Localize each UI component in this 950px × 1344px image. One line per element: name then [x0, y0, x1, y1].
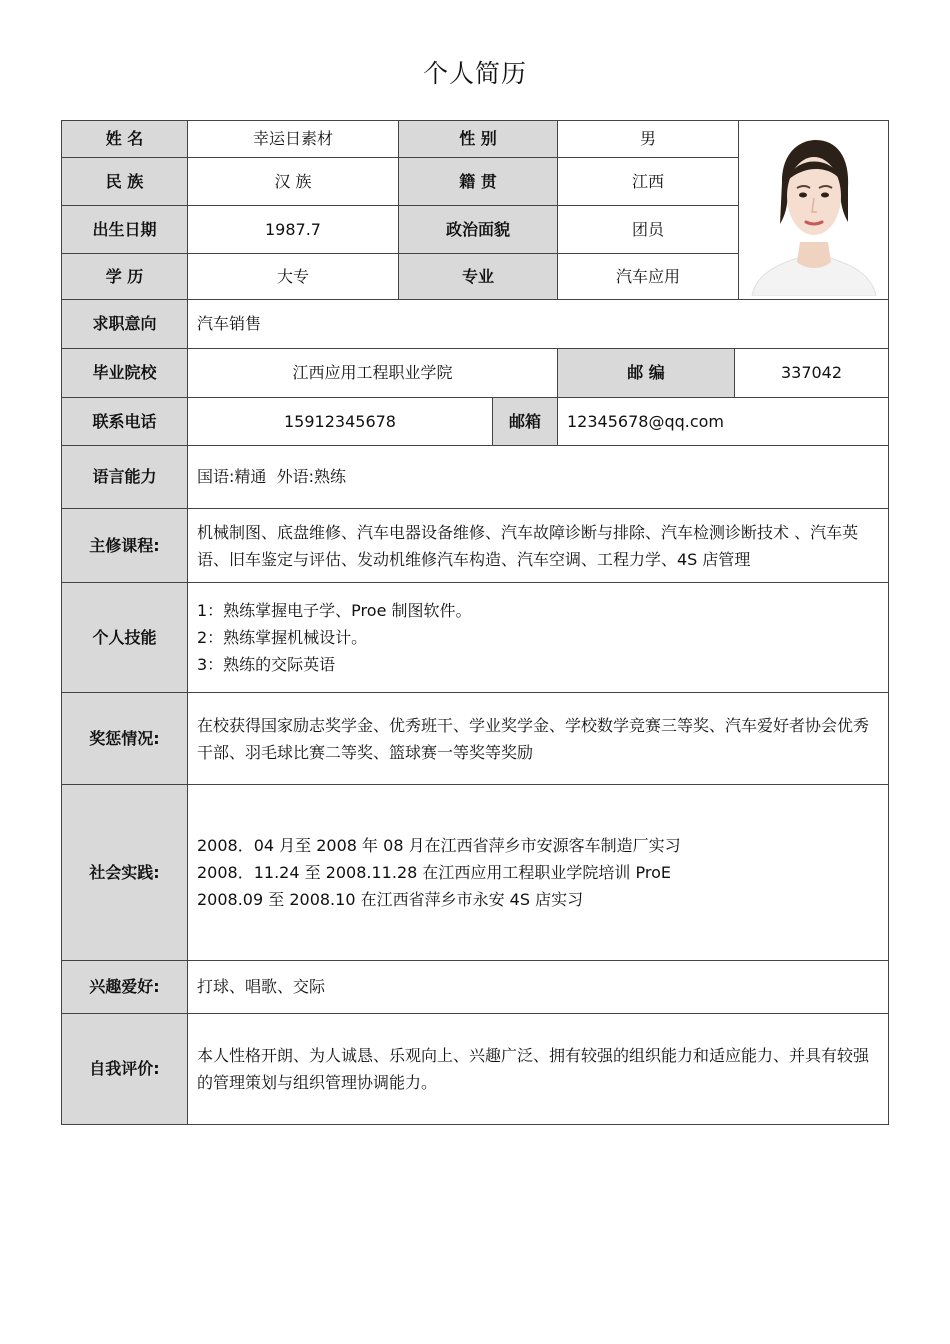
skill-item: 3：熟练的交际英语	[197, 655, 336, 674]
birth-date-label: 出生日期	[61, 206, 188, 254]
school-label: 毕业院校	[61, 349, 188, 398]
name-label: 姓 名	[61, 120, 188, 158]
school-value: 江西应用工程职业学院	[188, 349, 558, 398]
postcode-value: 337042	[735, 349, 889, 398]
skills-label: 个人技能	[61, 583, 188, 693]
awards-cell	[188, 693, 889, 785]
skills-list	[188, 583, 889, 693]
courses-text: 机械制图、底盘维修、汽车电器设备维修、汽车故障诊断与排除、汽车检测诊断技术 、汽车英语、旧车鉴定与评估、发动机维修汽车构造、汽车空调、工程力学、4S 店管理	[197, 522, 859, 569]
awards-text: 在校获得国家励志奖学金、优秀班干、学业奖学金、学校数学竞赛三等奖、汽车爱好者协会优秀干部、羽毛球比赛二等奖、篮球赛一等奖等奖励	[197, 715, 870, 762]
hobby-value: 打球、唱歌、交际	[188, 961, 889, 1014]
phone-value: 15912345678	[188, 398, 493, 446]
major-value: 汽车应用	[558, 254, 739, 300]
name-value: 幸运日素材	[188, 120, 399, 158]
skill-item: 1：熟练掌握电子学、Proe 制图软件。	[197, 601, 472, 620]
email-label: 邮箱	[493, 398, 558, 446]
practice-list	[188, 785, 889, 961]
ethnicity-label: 民 族	[61, 158, 188, 206]
email-value: 12345678@qq.com	[558, 398, 889, 446]
postcode-label: 邮 编	[558, 349, 735, 398]
political-status-value: 团员	[558, 206, 739, 254]
political-status-label: 政治面貌	[399, 206, 558, 254]
native-place-label: 籍 贯	[399, 158, 558, 206]
major-label: 专业	[399, 254, 558, 300]
skill-item: 2：熟练掌握机械设计。	[197, 628, 368, 647]
awards-label: 奖惩情况:	[61, 693, 188, 785]
practice-item: 2008．11.24 至 2008.11.28 在江西应用工程职业学院培训 ProE	[197, 863, 671, 882]
self-evaluation-label: 自我评价:	[61, 1014, 188, 1125]
self-evaluation-cell	[188, 1014, 889, 1125]
language-value: 国语:精通 外语:熟练	[188, 446, 889, 509]
job-intention-value: 汽车销售	[188, 300, 889, 349]
gender-label: 性 别	[399, 120, 558, 158]
profile-photo	[739, 120, 889, 300]
ethnicity-value: 汉 族	[188, 158, 399, 206]
phone-label: 联系电话	[61, 398, 188, 446]
courses-label: 主修课程:	[61, 509, 188, 583]
birth-date-value: 1987.7	[188, 206, 399, 254]
practice-item: 2008．04 月至 2008 年 08 月在江西省萍乡市安源客车制造厂实习	[197, 836, 681, 855]
hobby-label: 兴趣爱好:	[61, 961, 188, 1014]
portrait-photo-icon	[744, 124, 884, 296]
resume-title: 个人简历	[422, 59, 527, 88]
courses-cell	[188, 509, 889, 583]
practice-item: 2008.09 至 2008.10 在江西省萍乡市永安 4S 店实习	[197, 890, 584, 909]
education-label: 学 历	[61, 254, 188, 300]
resume-table	[61, 120, 889, 1125]
job-intention-label: 求职意向	[61, 300, 188, 349]
language-label: 语言能力	[61, 446, 188, 509]
education-value: 大专	[188, 254, 399, 300]
native-place-value: 江西	[558, 158, 739, 206]
practice-label: 社会实践:	[61, 785, 188, 961]
self-evaluation-text: 本人性格开朗、为人诚恳、乐观向上、兴趣广泛、拥有较强的组织能力和适应能力、并具有较强的管理策划与组织管理协调能力。	[197, 1046, 870, 1092]
gender-value: 男	[558, 120, 739, 158]
